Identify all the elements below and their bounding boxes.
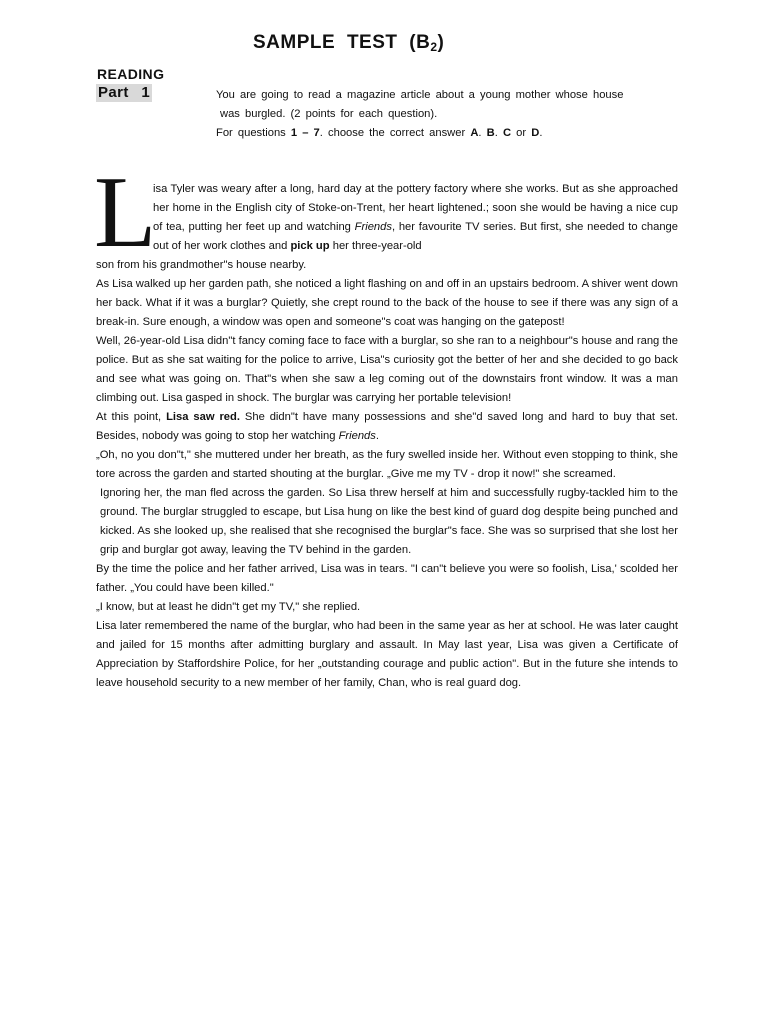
instructions: [216, 86, 656, 143]
section-label-reading: READING: [97, 66, 165, 82]
article-paragraph-2: As Lisa walked up her garden path, she noticed a light flashing on and off in an upstairs bedroom. A shiver went down her back. What if it was a burglar? Quietly, she crept round to the back of the house to see if there was any sign of a break-in. Sure enough, a window was open and someone"s coat was hanging on the gatepost!: [96, 278, 678, 328]
article-paragraph-5: „Oh, no you don"t," she muttered under her breath, as the fury swelled inside her. Without even stopping to think, she tore across the garden and started shouting at the burglar. „Give me my TV - drop it now!" she screamed.: [96, 449, 678, 480]
instructions-line-1: You are going to read a magazine article about a young mother whose house: [216, 89, 624, 101]
page-title: SAMPLE TEST $(B_2)$: [253, 32, 445, 54]
instructions-line-2: was burgled. (2 points for each question).: [220, 108, 438, 120]
article-paragraph-4: At this point, Lisa saw red. She didn"t have many possessions and she"d saved long and hard to buy that set. Besides, nobody was going to stop her watching Friends.: [96, 411, 678, 442]
article-paragraph-7: By the time the police and her father arrived, Lisa was in tears. "I can"t believe you were so foolish, Lisa,' scolded her father. „You could have been killed.": [96, 563, 678, 594]
option-d: D: [531, 127, 540, 139]
option-c: C: [502, 127, 512, 139]
article-paragraph-3: Well, 26-year-old Lisa didn"t fancy coming face to face with a burglar, so she ran to a neighbour"s house and rang the police. But as she sat waiting for the police to arrive, Lisa"s curiosity got the better of her and she decided to go back and see what was going on. That"s when she saw a leg coming out of the downstairs front window. It was a man climbing out. Lisa gasped in shock. The burglar was carrying her portable television!: [96, 335, 678, 404]
part-label: Part 1: [98, 84, 151, 101]
article-body: [96, 180, 678, 693]
article-paragraph-6: Ignoring her, the man fled across the garden. So Lisa threw herself at him and successfully rugby-tackled him to the ground. The burglar struggled to escape, but Lisa hung on like the best kind of guard dog despite being punched and kicked. As she looked up, she realised that she recognised the burglar"s face. She was so surprised that she lost her grip and burglar got away, leaving the TV behind in the garden.: [100, 487, 678, 556]
instructions-line-3: For questions 1 – 7. choose the correct answer A. B. C or D.: [216, 127, 543, 139]
article-paragraph-9: Lisa later remembered the name of the burglar, who had been in the same year as her at school. He was later caught and jailed for 15 months after admitting burglary and assault. In May last year, Lisa was given a Certificate of Appreciation by Staffordshire Police, for her „outstanding courage and public action". But in the future she intends to leave household security to a new member of her family, Chan, who is real guard dog.: [96, 620, 678, 689]
article-paragraph-8: „I know, but at least he didn"t get my TV," she replied.: [96, 601, 361, 613]
article-paragraph-1: isa Tyler was weary after a long, hard day at the pottery factory where she works. But as she approached her home in the English city of Stoke-on-Trent, her heart lightened.; soon she would be having a nice cup of tea, putting her feet up and watching Friends, her favourite TV series. But first, she needed to change out of her work clothes and pick up her three-year-old: [153, 183, 678, 252]
drop-cap-letter: L: [94, 156, 157, 269]
option-a: A: [470, 127, 479, 139]
option-b: B: [486, 127, 495, 139]
article-paragraph-1-end: son from his grandmother"s house nearby.: [96, 259, 307, 271]
